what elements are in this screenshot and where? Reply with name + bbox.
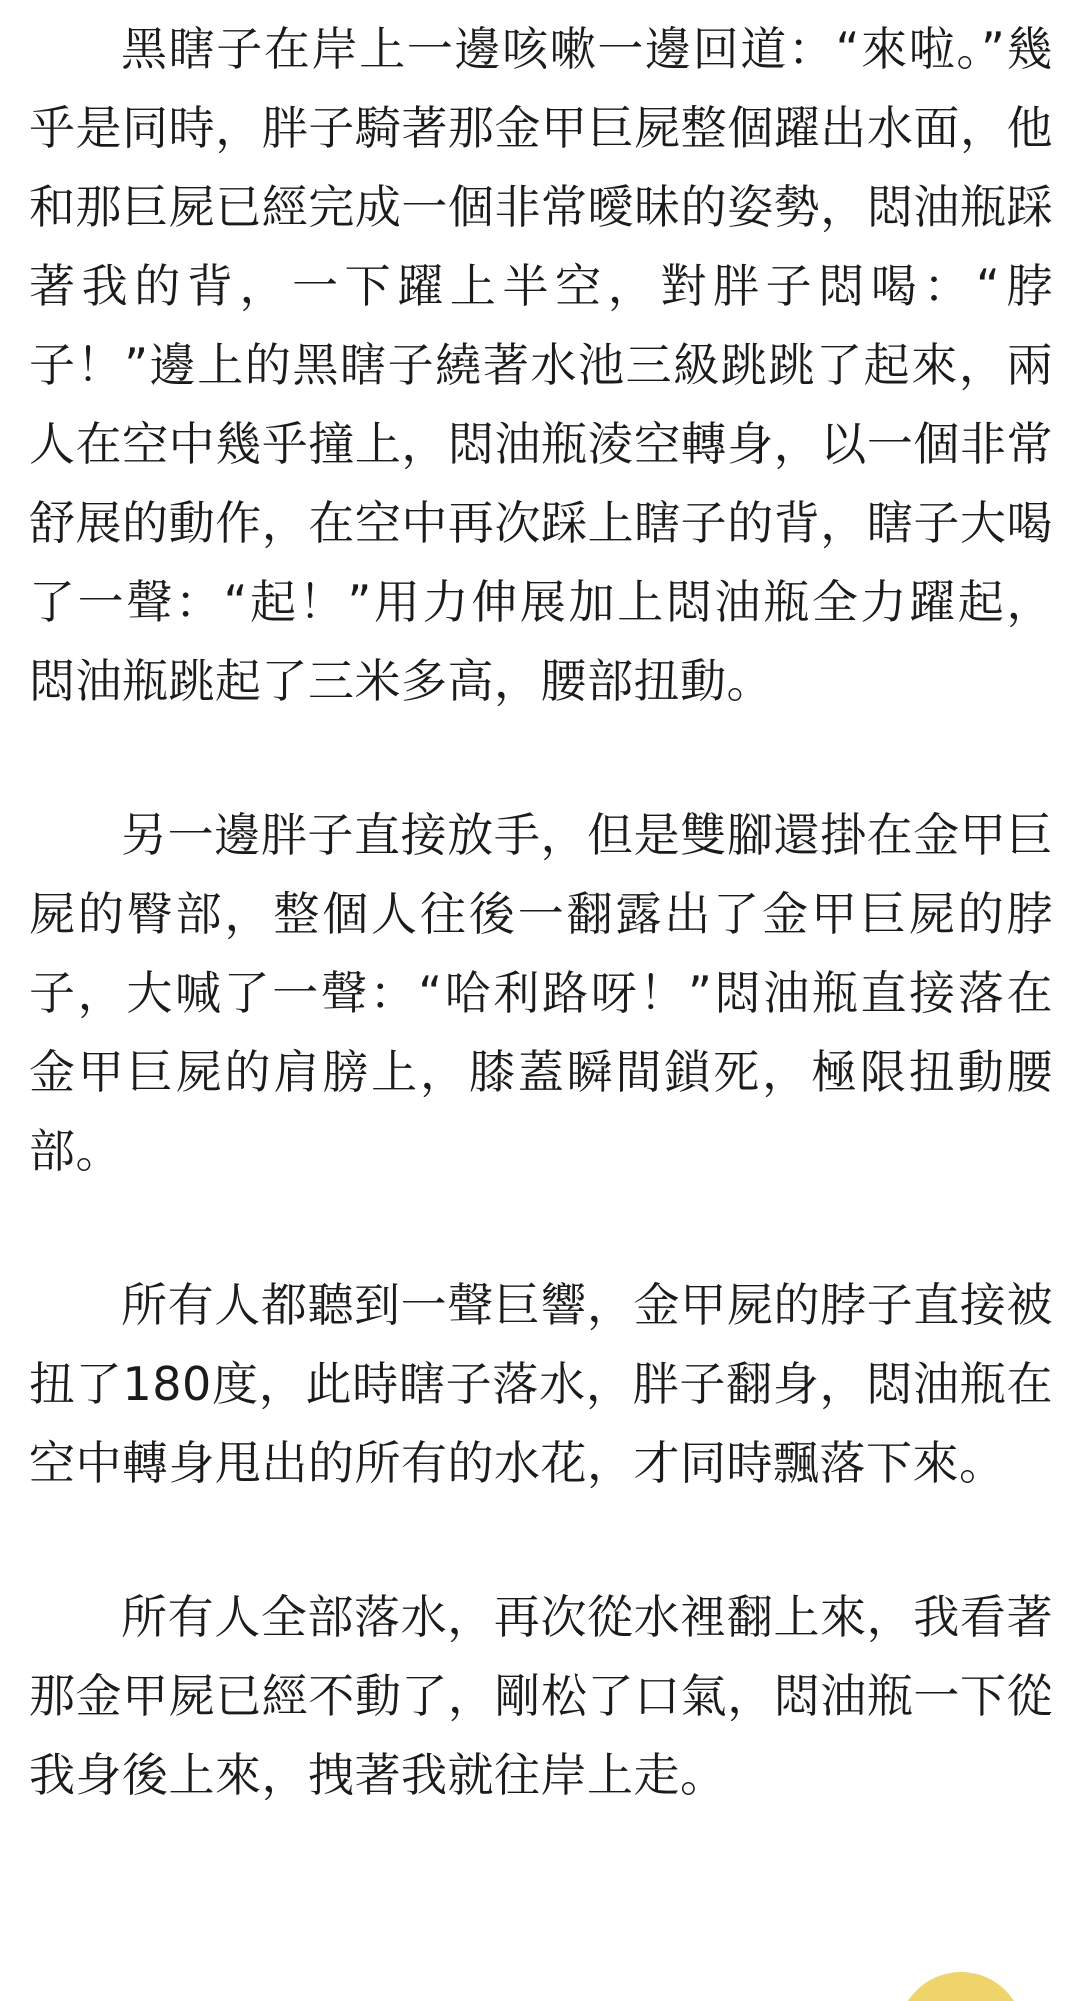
paragraph-4: 所有人全部落水，再次從水裡翻上來，我看著那金甲屍已經不動了，剛松了口氣，悶油瓶一下從我身後上來，拽著我就往岸上走。 — [29, 1590, 1053, 1802]
article-body — [29, 10, 1053, 1890]
paragraph-2: 另一邊胖子直接放手，但是雙腳還掛在金甲巨屍的臀部，整個人往後一翻露出了金甲巨屍的脖子，大喊了一聲：“哈利路呀！”悶油瓶直接落在金甲巨屍的肩膀上，膝蓋瞬間鎖死，極限扭動腰部。 — [29, 808, 1053, 1178]
floating-action-button[interactable] — [898, 1972, 1024, 2001]
paragraph-1: 黑瞎子在岸上一邊咳嗽一邊回道：“來啦。”幾乎是同時，胖子騎著那金甲巨屍整個躍出水面，他和那巨屍已經完成一個非常曖昧的姿勢，悶油瓶踩著我的背，一下躍上半空，對胖子悶喝：“脖子！”邊上的黑瞎子繞著水池三級跳跳了起來，兩人在空中幾乎撞上，悶油瓶淩空轉身，以一個非常舒展的動作，在空中再次踩上瞎子的背，瞎子大喝了一聲：“起！”用力伸展加上悶油瓶全力躍起，悶油瓶跳起了三米多高，腰部扭動。 — [29, 22, 1053, 708]
paragraph-3: 所有人都聽到一聲巨響，金甲屍的脖子直接被扭了180度，此時瞎子落水，胖子翻身，悶油瓶在空中轉身甩出的所有的水花，才同時飄落下來。 — [29, 1278, 1053, 1490]
